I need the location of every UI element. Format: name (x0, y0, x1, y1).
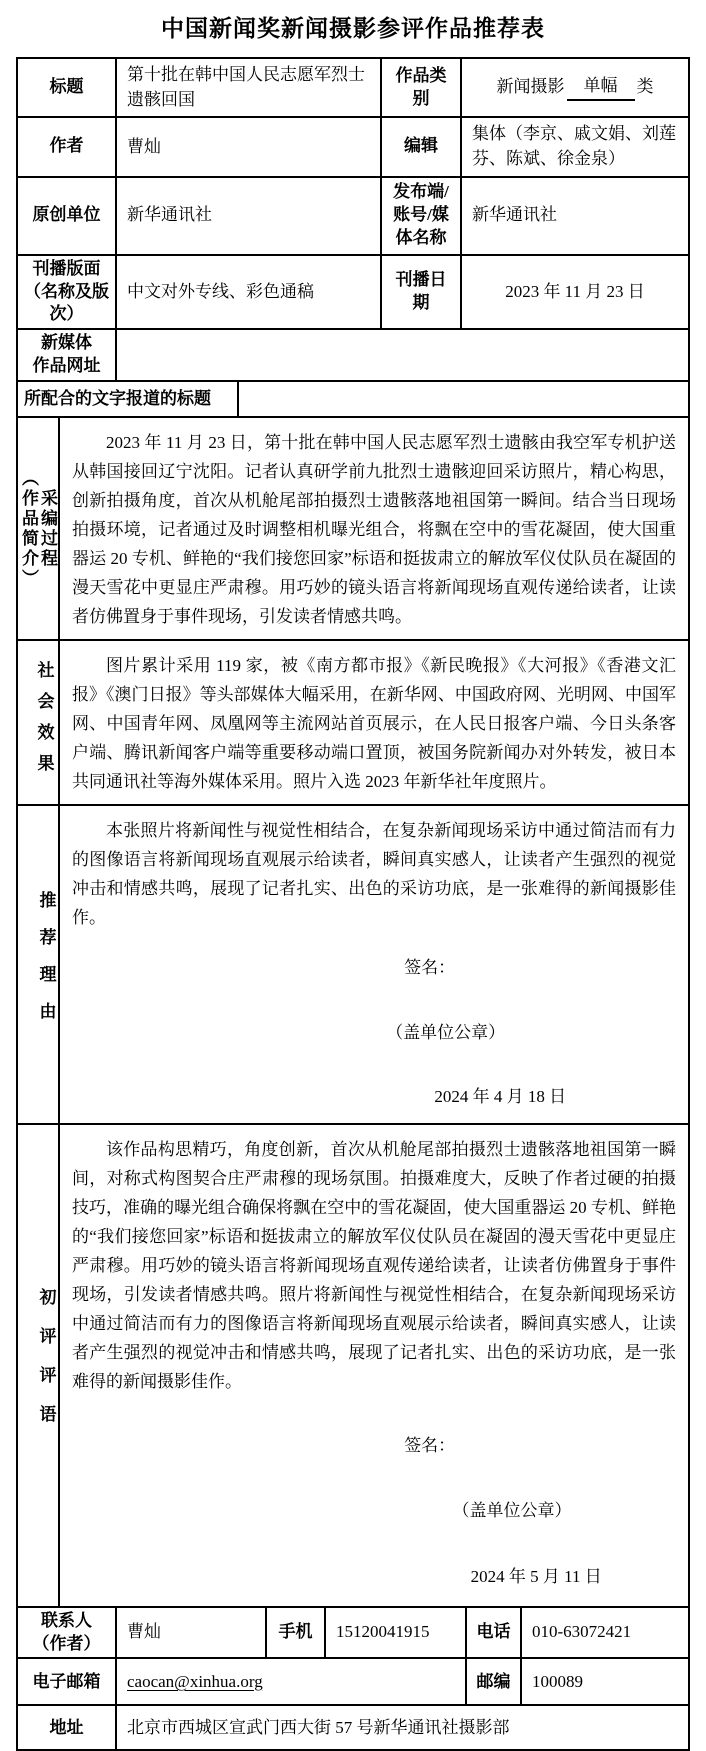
table-row-effect (18, 639, 688, 804)
contact-value: 曹灿 (115, 1608, 265, 1658)
table-row-review (18, 1123, 688, 1605)
text-report-label: 所配合的文字报道的标题 (24, 388, 211, 408)
review-date: 2024 年 5 月 11 日 (470, 1567, 602, 1587)
address-value: 北京市西城区宣武门西大街 57 号新华通讯社摄影部 (115, 1706, 688, 1749)
publish-date-value: 2023 年 11 月 23 日 (460, 256, 688, 329)
review-sign-label: 签名： (404, 1436, 456, 1456)
title-value: 第十批在韩中国人民志愿军烈士遗骸回国 (115, 59, 380, 116)
table-row-author (18, 116, 688, 175)
table-row-text-report (18, 380, 688, 416)
org-label: 原创单位 (32, 205, 101, 225)
review-value: 该作品构思精巧，角度创新，首次从机舱尾部拍摄烈士遗骸落地祖国第一瞬间，对称式构图契合庄严肃穆的现场氛围。拍摄难度大，反映了作者过硬的拍摄技巧，准确的曝光组合确保将飘在空中的雪花凝固，使大国重器运 20 专机、鲜艳的“我们接您回家”标语和挺拔肃立的解放军仪仗队员在凝固的漫天雪花中更显庄严肃穆。用巧妙的镜头语言将新闻现场直观传递给读者，让读者仿佛置身于事件现场，引发读者情感共鸣。照片将新闻性与视觉性相结合，在复杂新闻现场采访中通过简洁而有力的图像语言将新闻现场直观展示给读者，瞬间真实感人，让读者产生强烈的视觉冲击和情感共鸣，展现了记者扎实、出色的采访功底，是一张难得的新闻摄影佳作。 签名： （盖单位公章） 2024 年 5 月 11 日 (58, 1125, 688, 1605)
page-title: 中国新闻奖新闻摄影参评作品推荐表 (161, 16, 545, 41)
publish-date-label: 刊播日期 (380, 256, 460, 329)
platform-label: 发布端/账号/媒体名称 (380, 178, 460, 254)
contact-label: 联系人 （作者） (32, 1610, 101, 1653)
table-row-address (18, 1704, 688, 1749)
table-row-email (18, 1657, 688, 1704)
media-url-label: 新媒体 作品网址 (32, 333, 101, 376)
process-label (18, 418, 58, 639)
zip-value: 100089 (520, 1659, 688, 1704)
email-value (115, 1659, 465, 1704)
author-value: 曹灿 (115, 118, 380, 175)
mobile-value: 15120041915 (324, 1608, 465, 1658)
table-row-process (18, 416, 688, 639)
table-row-contact (18, 1606, 688, 1658)
table-row-publish (18, 254, 688, 329)
category-value (460, 59, 688, 116)
phone-label: 电话 (465, 1608, 520, 1658)
process-label-main: 采编过程 (38, 488, 57, 569)
email-label: 电子邮箱 (32, 1671, 101, 1691)
editor-value: 集体（李京、戚文娟、刘莲芬、陈斌、徐金泉） (460, 118, 688, 175)
media-url-value (115, 330, 688, 380)
effect-label: 社会效果 (34, 660, 54, 785)
review-label: 初评评语 (36, 1287, 56, 1444)
review-seal-label: （盖单位公章） (452, 1500, 572, 1520)
recommend-date: 2024 年 4 月 18 日 (434, 1087, 567, 1107)
mobile-label: 手机 (265, 1608, 324, 1658)
table-row-org (18, 176, 688, 254)
process-label-sub: （作品简介） (19, 468, 38, 589)
category-prefix: 新闻摄影 (496, 77, 565, 97)
phone-value: 010-63072421 (520, 1608, 688, 1658)
title-label: 标题 (49, 77, 84, 97)
table-row-title (18, 59, 688, 116)
category-fill-value: 单幅 (567, 74, 635, 101)
email-link[interactable]: caocan@xinhua.org (127, 1671, 263, 1691)
process-value: 2023 年 11 月 23 日，第十批在韩中国人民志愿军烈士遗骸由我空军专机护送从韩国接回辽宁沈阳。记者认真研学前九批烈士遗骸迎回采访照片，精心构思，创新拍摄角度，首次从机舱尾部拍摄烈士遗骸落地祖国第一瞬间。结合当日现场拍摄环境，记者通过及时调整相机曝光组合，将飘在空中的雪花凝固，使大国重器运 20 专机、鲜艳的“我们接您回家”标语和挺拔肃立的解放军仪仗队员在凝固的漫天雪花中更显庄严肃穆。用巧妙的镜头语言将新闻现场直观传递给读者，让读者仿佛置身于事件现场，引发读者情感共鸣。 (58, 418, 688, 639)
author-label: 作者 (49, 136, 84, 156)
address-label: 地址 (49, 1717, 84, 1737)
platform-value: 新华通讯社 (460, 178, 688, 254)
recommend-value: 本张照片将新闻性与视觉性相结合，在复杂新闻现场采访中通过简洁而有力的图像语言将新闻现场直观展示给读者，瞬间真实感人，让读者产生强烈的视觉冲击和情感共鸣，展现了记者扎实、出色的采访功底，是一张难得的新闻摄影佳作。 签名： （盖单位公章） 2024 年 4 月 18 日 (58, 806, 688, 1123)
publish-page-value: 中文对外专线、彩色通稿 (115, 256, 380, 329)
zip-label: 邮编 (465, 1659, 520, 1704)
publish-page-label: 刊播版面（名称及版次） (24, 258, 109, 324)
category-suffix: 类 (636, 77, 654, 97)
recommend-seal-label: （盖单位公章） (386, 1022, 506, 1042)
category-label: 作品类别 (380, 59, 460, 116)
recommend-label: 推荐理由 (36, 890, 56, 1039)
editor-label: 编辑 (380, 118, 460, 175)
table-row-recommend (18, 804, 688, 1123)
org-value: 新华通讯社 (115, 178, 380, 254)
recommend-sign-label: 签名： (404, 958, 456, 978)
effect-value: 图片累计采用 119 家，被《南方都市报》《新民晚报》《大河报》《香港文汇报》《澳门日报》等头部媒体大幅采用，在新华网、中国政府网、光明网、中国军网、中国青年网、凤凰网等主流网站首页展示，在人民日报客户端、今日头条客户端、腾讯新闻客户端等重要移动端口置顶，被国务院新闻办对外转发，被日本共同通讯社等海外媒体采用。照片入选 2023 年新华社年度照片。 (58, 641, 688, 804)
recommendation-table (16, 57, 690, 1751)
text-report-value (237, 382, 688, 416)
table-row-media-url (18, 328, 688, 380)
